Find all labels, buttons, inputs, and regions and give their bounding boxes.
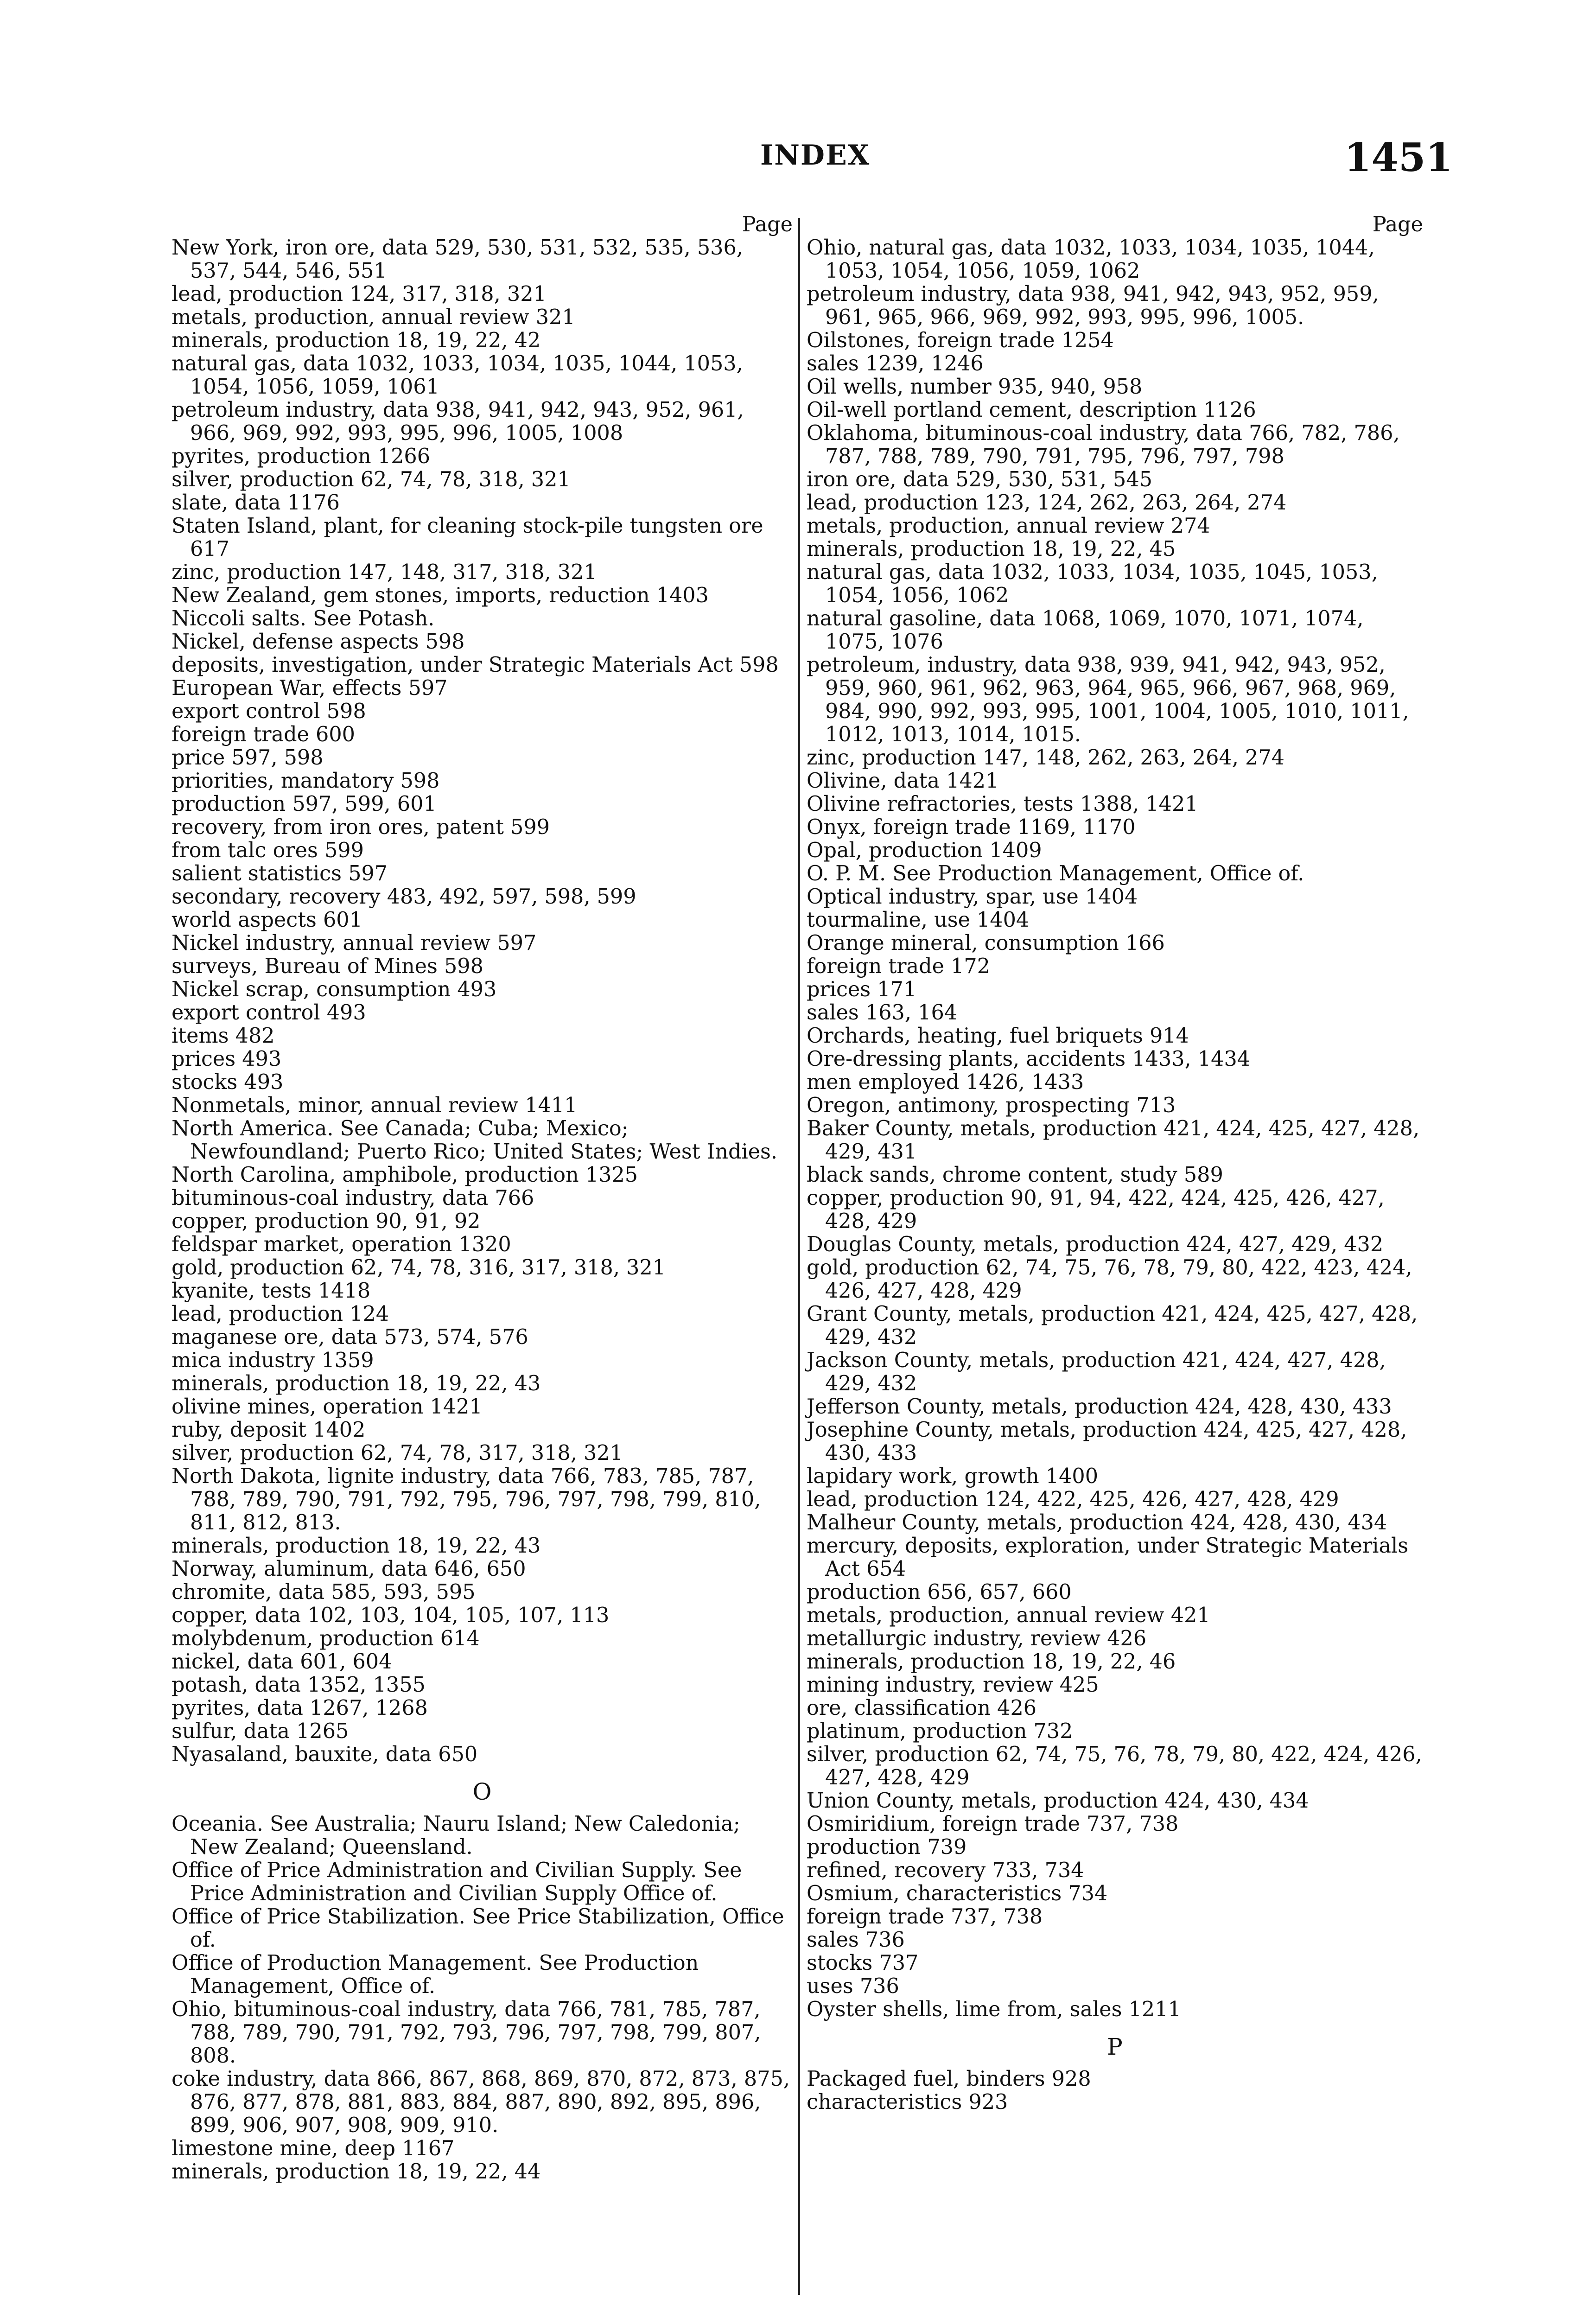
index-entry: stocks 493	[172, 1070, 284, 1094]
index-entry: Douglas County, metals, production 424, 427, 429, 432	[807, 1233, 1384, 1256]
index-entry: Oilstones, foreign trade 1254	[807, 329, 1114, 352]
index-entry: copper, data 102, 103, 104, 105, 107, 113	[172, 1604, 610, 1627]
index-entry: Oil-well portland cement, description 1126	[807, 398, 1256, 422]
index-entry: items 482	[172, 1024, 275, 1048]
index-entry: foreign trade 172	[807, 955, 990, 978]
page-title: INDEX	[760, 139, 871, 172]
index-entry: Office of Price Stabilization. See Price Stabilization, Office of.	[172, 1905, 784, 1952]
index-entry: zinc, production 147, 148, 262, 263, 264, 274	[807, 746, 1284, 770]
index-entry: North America. See Canada; Cuba; Mexico; Newfoundland; Puerto Rico; United States; West Indies.	[172, 1117, 778, 1164]
index-entry: from talc ores 599	[172, 839, 364, 862]
index-entry: Oil wells, number 935, 940, 958	[807, 375, 1143, 399]
index-entry: Oregon, antimony, prospecting 713	[807, 1094, 1176, 1117]
index-entry: natural gas, data 1032, 1033, 1034, 1035, 1044, 1053, 1054, 1056, 1059, 1061	[172, 352, 743, 399]
index-entry: Optical industry, spar, use 1404	[807, 885, 1138, 909]
index-entry: natural gasoline, data 1068, 1069, 1070, 1071, 1074, 1075, 1076	[807, 607, 1364, 654]
index-entry: lapidary work, growth 1400	[807, 1465, 1099, 1488]
index-entry: mica industry 1359	[172, 1349, 374, 1372]
index-entry: minerals, production 18, 19, 22, 45	[807, 537, 1176, 561]
index-entry: molybdenum, production 614	[172, 1627, 480, 1650]
page-number: 1451	[1344, 134, 1453, 180]
index-entry: Norway, aluminum, data 646, 650	[172, 1557, 526, 1581]
index-entry: New Zealand, gem stones, imports, reduction 1403	[172, 584, 709, 607]
index-entry: bituminous-coal industry, data 766	[172, 1186, 534, 1210]
column-divider	[798, 218, 800, 2295]
index-entry: tourmaline, use 1404	[807, 908, 1030, 932]
index-entry: limestone mine, deep 1167	[172, 2137, 455, 2160]
index-entry: maganese ore, data 573, 574, 576	[172, 1325, 528, 1349]
index-entry: olivine mines, operation 1421	[172, 1395, 483, 1419]
index-entry: Oceania. See Australia; Nauru Island; New Caledonia; New Zealand; Queensland.	[172, 1812, 740, 1859]
index-entry: lead, production 123, 124, 262, 263, 264, 274	[807, 491, 1287, 515]
index-entry: export control 598	[172, 700, 366, 723]
left-column	[172, 213, 793, 2184]
index-entry: recovery, from iron ores, patent 599	[172, 815, 550, 839]
index-entry: natural gas, data 1032, 1033, 1034, 1035, 1045, 1053, 1054, 1056, 1062	[807, 560, 1378, 607]
index-entry: surveys, Bureau of Mines 598	[172, 955, 483, 978]
index-entry: minerals, production 18, 19, 22, 44	[172, 2160, 541, 2184]
index-entry: Oklahoma, bituminous-coal industry, data 766, 782, 786, 787, 788, 789, 790, 791, 795, 796, 797, 798	[807, 421, 1400, 468]
index-entry: European War, effects 597	[172, 676, 448, 700]
index-entry: pyrites, data 1267, 1268	[172, 1696, 428, 1720]
index-entry: minerals, production 18, 19, 22, 42	[172, 329, 541, 352]
index-entry: gold, production 62, 74, 75, 76, 78, 79, 80, 422, 423, 424, 426, 427, 428, 429	[807, 1256, 1412, 1303]
index-entry: price 597, 598	[172, 746, 324, 770]
index-entry: Ore-dressing plants, accidents 1433, 1434	[807, 1047, 1251, 1071]
index-entry: feldspar market, operation 1320	[172, 1233, 511, 1256]
index-entry: production 656, 657, 660	[807, 1580, 1072, 1604]
index-entry: Olivine refractories, tests 1388, 1421	[807, 792, 1198, 816]
index-entry: Onyx, foreign trade 1169, 1170	[807, 815, 1136, 839]
index-entry: uses 736	[807, 1974, 899, 1998]
index-entry: Staten Island, plant, for cleaning stock-pile tungsten ore 617	[172, 514, 763, 561]
index-entry: Packaged fuel, binders 928	[807, 2067, 1091, 2091]
index-entry: O. P. M. See Production Management, Office of.	[807, 862, 1304, 885]
index-entry: Office of Price Administration and Civilian Supply. See Price Administration and Civilian Supply Office of.	[172, 1859, 742, 1905]
index-entry: silver, production 62, 74, 78, 318, 321	[172, 468, 571, 491]
index-entry: characteristics 923	[807, 2090, 1008, 2114]
index-entry: Office of Production Management. See Production Management, Office of.	[172, 1951, 699, 1998]
index-entry: pyrites, production 1266	[172, 445, 431, 468]
index-entry: export control 493	[172, 1001, 366, 1025]
index-entry: lead, production 124, 317, 318, 321	[172, 282, 547, 306]
index-entry: copper, production 90, 91, 92	[172, 1210, 481, 1233]
section-letter: O	[472, 1778, 492, 1805]
index-entry: priorities, mandatory 598	[172, 769, 440, 793]
index-entry: petroleum, industry, data 938, 939, 941, 942, 943, 952, 959, 960, 961, 962, 963, 964, 965, 966, 967, 968, 969, 984, 990, 992, 993, 995, 1001, 1004, 1005, 1010, 1011, 1012, 1013, 1014, 1015.	[807, 653, 1409, 746]
index-entry: New York, iron ore, data 529, 530, 531, 532, 535, 536, 537, 544, 546, 551	[172, 236, 743, 283]
index-entry: Nyasaland, bauxite, data 650	[172, 1743, 478, 1766]
index-entry: Niccoli salts. See Potash.	[172, 607, 435, 630]
index-entry: Baker County, metals, production 421, 424, 425, 427, 428, 429, 431	[807, 1117, 1420, 1164]
index-entry: chromite, data 585, 593, 595	[172, 1580, 476, 1604]
index-entry: metals, production, annual review 321	[172, 306, 575, 329]
page-header	[0, 134, 1596, 195]
index-entry: minerals, production 18, 19, 22, 43	[172, 1372, 541, 1395]
index-entry: prices 171	[807, 978, 917, 1001]
index-entry: Josephine County, metals, production 424, 425, 427, 428, 430, 433	[807, 1418, 1407, 1465]
section-letter: P	[1107, 2033, 1123, 2060]
index-entry: black sands, chrome content, study 589	[807, 1163, 1223, 1187]
index-entry: Jackson County, metals, production 421, 424, 427, 428, 429, 432	[807, 1349, 1386, 1395]
index-entry: salient statistics 597	[172, 862, 388, 885]
index-entry: lead, production 124, 422, 425, 426, 427, 428, 429	[807, 1488, 1339, 1511]
index-entry: Opal, production 1409	[807, 839, 1042, 862]
index-entry: ore, classification 426	[807, 1696, 1037, 1720]
index-entry: prices 493	[172, 1047, 282, 1071]
index-entry: foreign trade 737, 738	[807, 1905, 1043, 1929]
index-entry: sales 736	[807, 1928, 905, 1952]
index-entry: minerals, production 18, 19, 22, 43	[172, 1534, 541, 1558]
index-entry: Oyster shells, lime from, sales 1211	[807, 1998, 1181, 2021]
index-entry: gold, production 62, 74, 78, 316, 317, 318, 321	[172, 1256, 666, 1280]
index-entry: metallurgic industry, review 426	[807, 1627, 1147, 1650]
index-entry: kyanite, tests 1418	[172, 1279, 371, 1303]
index-entry: lead, production 124	[172, 1302, 389, 1326]
index-entry: world aspects 601	[172, 908, 362, 932]
index-entry: Jefferson County, metals, production 424, 428, 430, 433	[807, 1395, 1392, 1419]
index-entry: silver, production 62, 74, 78, 317, 318, 321	[172, 1441, 623, 1465]
index-entry: metals, production, annual review 274	[807, 514, 1210, 538]
index-entry: Nickel industry, annual review 597	[172, 931, 537, 955]
index-entry: Ohio, natural gas, data 1032, 1033, 1034, 1035, 1044, 1053, 1054, 1056, 1059, 1062	[807, 236, 1375, 283]
index-entry: Ohio, bituminous-coal industry, data 766, 781, 785, 787, 788, 789, 790, 791, 792, 793, 796, 797, 798, 799, 807, 808.	[172, 1998, 761, 2068]
index-entry: coke industry, data 866, 867, 868, 869, 870, 872, 873, 875, 876, 877, 878, 881, 883, 884, 887, 890, 892, 895, 896, 899, 906, 907, 908, 909, 910.	[172, 2067, 790, 2137]
page-label: Page	[1372, 213, 1423, 236]
index-entry: production 739	[807, 1835, 967, 1859]
index-entry: minerals, production 18, 19, 22, 46	[807, 1650, 1176, 1674]
index-entry: Orange mineral, consumption 166	[807, 931, 1165, 955]
index-entry: Orchards, heating, fuel briquets 914	[807, 1024, 1189, 1048]
index-entry: stocks 737	[807, 1951, 919, 1975]
right-column	[807, 213, 1423, 2114]
index-entry: sales 1239, 1246	[807, 352, 984, 376]
index-entry: ruby, deposit 1402	[172, 1418, 366, 1442]
index-entry: Osmium, characteristics 734	[807, 1882, 1108, 1905]
index-entry: mercury, deposits, exploration, under Strategic Materials Act 654	[807, 1534, 1409, 1581]
index-entry: platinum, production 732	[807, 1719, 1073, 1743]
index-entry: petroleum industry, data 938, 941, 942, 943, 952, 959, 961, 965, 966, 969, 992, 993, 995, 996, 1005.	[807, 282, 1379, 329]
index-entry: deposits, investigation, under Strategic Materials Act 598	[172, 653, 779, 677]
index-entry: copper, production 90, 91, 94, 422, 424, 425, 426, 427, 428, 429	[807, 1186, 1385, 1233]
index-entry: petroleum industry, data 938, 941, 942, 943, 952, 961, 966, 969, 992, 993, 995, 996, 1005, 1008	[172, 398, 744, 445]
index-entry: potash, data 1352, 1355	[172, 1673, 426, 1697]
index-entry: Nickel scrap, consumption 493	[172, 978, 497, 1001]
index-entry: nickel, data 601, 604	[172, 1650, 392, 1674]
index-entry: men employed 1426, 1433	[807, 1070, 1084, 1094]
index-entry: Nickel, defense aspects 598	[172, 630, 465, 654]
index-entry: metals, production, annual review 421	[807, 1604, 1210, 1627]
index-entry: zinc, production 147, 148, 317, 318, 321	[172, 560, 597, 584]
index-entry: North Dakota, lignite industry, data 766, 783, 785, 787, 788, 789, 790, 791, 792, 795, 796, 797, 798, 799, 810, 811, 812, 813.	[172, 1465, 761, 1535]
index-entry: sales 163, 164	[807, 1001, 958, 1025]
page-label: Page	[742, 213, 793, 236]
index-entry: foreign trade 600	[172, 723, 355, 746]
index-entry: iron ore, data 529, 530, 531, 545	[807, 468, 1152, 491]
index-entry: mining industry, review 425	[807, 1673, 1099, 1697]
index-entry: Malheur County, metals, production 424, 428, 430, 434	[807, 1511, 1387, 1535]
index-entry: Olivine, data 1421	[807, 769, 999, 793]
index-entry: production 597, 599, 601	[172, 792, 437, 816]
index-entry: secondary, recovery 483, 492, 597, 598, 599	[172, 885, 636, 909]
index-entry: refined, recovery 733, 734	[807, 1859, 1084, 1882]
index-entry: Union County, metals, production 424, 430, 434	[807, 1789, 1309, 1813]
index-entry: North Carolina, amphibole, production 1325	[172, 1163, 638, 1187]
index-entry: sulfur, data 1265	[172, 1719, 349, 1743]
index-entry: silver, production 62, 74, 75, 76, 78, 79, 80, 422, 424, 426, 427, 428, 429	[807, 1743, 1422, 1789]
index-entry: Grant County, metals, production 421, 424, 425, 427, 428, 429, 432	[807, 1302, 1418, 1349]
index-entry: Nonmetals, minor, annual review 1411	[172, 1094, 578, 1117]
index-entry: slate, data 1176	[172, 491, 340, 515]
index-entry: Osmiridium, foreign trade 737, 738	[807, 1812, 1179, 1836]
